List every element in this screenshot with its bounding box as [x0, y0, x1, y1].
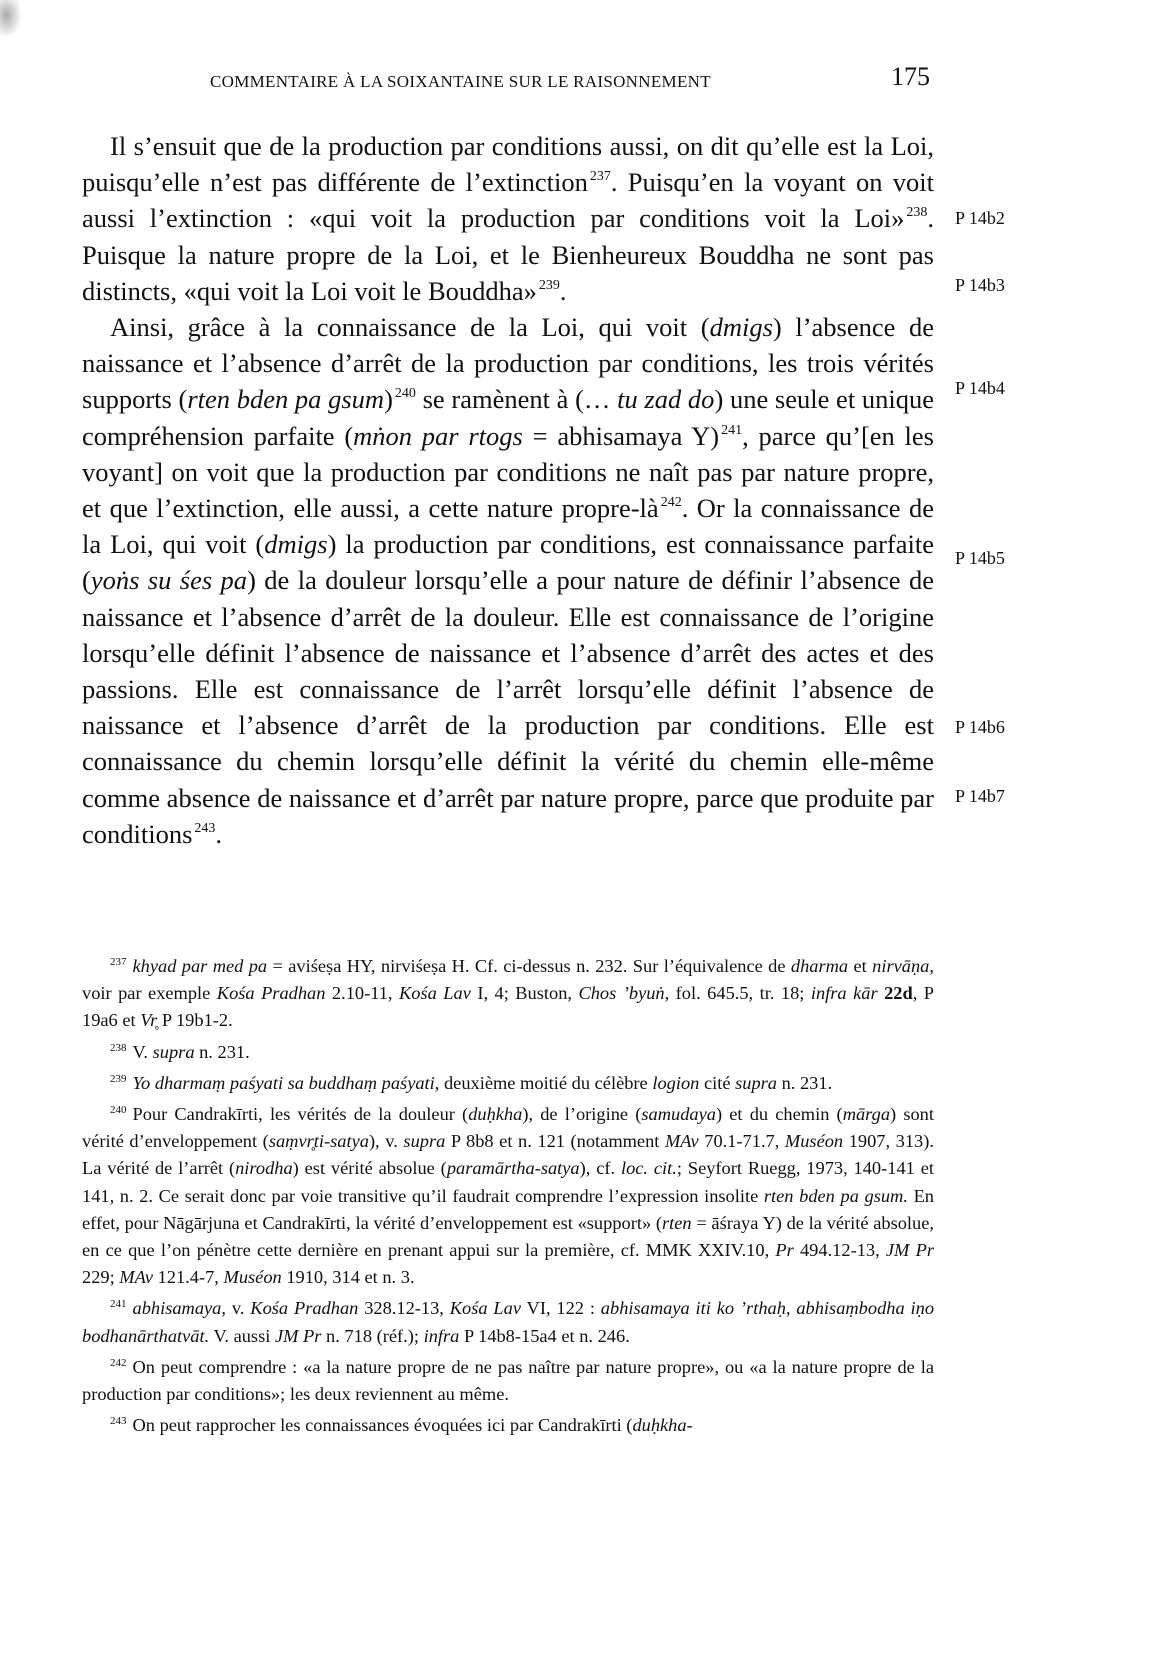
marginal-ref: P 14b2 [955, 208, 1005, 228]
footnote-ref-243[interactable]: 243 [194, 820, 216, 836]
footnote-ref-239[interactable]: 239 [538, 277, 560, 293]
marginal-ref: P 14b7 [955, 786, 1005, 806]
footnote-243: $^{243}$ On peut rapprocher les connaissances évoquées ici par Candrakīrti (duḥkha- [110, 1415, 693, 1436]
footnote-240: $^{240}$ Pour Candrakīrti, les vérités de la douleur (duḥkha), de l’origine (samudaya) et du chemin (mārga) sont vérité d’enveloppement (saṃvr̥ti-satya), v. supra P 8b8 et n. 121 (notamment MAv 70.1-71.7, Muséon 1907, 313). La vérité de l’arrêt (nirodha) est vérité absolue (paramārtha-satya), cf. loc. cit.; Seyfort Ruegg, 1973, 140-141 et 141, n. 2. Ce serait donc par voie transitive qu’il faudrait comprendre l’expression insolite rten bden pa gsum. En effet, pour Nāgārjuna et Candrakīrti, la vérité d’enveloppement est «support» (rten = āśraya Y) de la vérité absolue, en ce que l’on pénètre cette dernière en prenant appui sur la première, cf. MMK XXIV.10, Pr 494.12-13, JM Pr 229; MAv 121.4-7, Muséon 1910, 314 et n. 3. [82, 1104, 935, 1288]
paragraph-2: Ainsi, grâce à la connaissance de la Loi, qui voit (dmigs) l’absence de naissance et l’absence d’arrêt de la production par conditions, les trois vérités supports (rten bden pa gsum) $^{240}$ se ramènent à (… tu zad do) une seule et unique compréhension parfaite (mṅon par rtogs = abhisamaya Y) $^{241}$, parce qu’[en les voyant] on voit que la production par conditions ne naît pas par nature propre, et que l’extinction, elle aussi, a cette nature propre-là $^{242}$. Or la connaissance de la Loi, qui voit (dmigs) la production par conditions, est connaissance parfaite (yoṅs su śes pa) de la douleur lorsqu’elle a pour nature de définir l’absence de naissance et l’absence d’arrêt de la douleur. Elle est connaissance de l’origine lorsqu’elle définit l’absence de naissance et l’absence d’arrêt des actes et des passions. Elle est connaissance de l’arrêt lorsqu’elle définit l’absence de naissance et l’absence d’arrêt de la production par conditions. Elle est connaissance du chemin lorsqu’elle définit la vérité du chemin elle-même comme absence de naissance et d’arrêt par nature propre, parce que produite par conditions $^{243}$. [82, 312, 935, 849]
footnote-number: 240 [110, 1104, 127, 1117]
footnote-number: 243 [110, 1415, 127, 1428]
footnote-number: 241 [110, 1298, 127, 1311]
page-number: 175 [891, 62, 930, 91]
header-title: COMMENTAIRE À LA SOIXANTAINE SUR LE RAISONNEMENT [210, 72, 711, 91]
footnote-ref-241[interactable]: 241 [721, 422, 743, 438]
running-header [210, 62, 930, 98]
footnote-242: $^{242}$ On peut comprendre : «a la nature propre de ne pas naître par nature propre», ou «a la nature propre de la production par conditions»; les deux reviennent au même. [82, 1356, 934, 1405]
footnote-ref-237[interactable]: 237 [589, 169, 611, 185]
main-text [82, 128, 934, 852]
footnote-number: 239 [110, 1072, 127, 1085]
footnote-number: 242 [110, 1356, 127, 1369]
footnote-239: $^{239}$ Yo dharmaṃ paśyati sa buddhaṃ paśyati, deuxième moitié du célèbre logion cité supra n. 231. [110, 1072, 833, 1093]
footnote-number: 238 [110, 1041, 127, 1054]
scan-smudge [0, 0, 22, 38]
footnote-ref-240[interactable]: 240 [394, 386, 416, 402]
paragraph-1: Il s’ensuit que de la production par conditions aussi, on dit qu’elle est la Loi, puisqu’elle n’est pas différente de l’extinction $^{237}$. Puisqu’en la voyant on voit aussi l’extinction : «qui voit la production par conditions voit la Loi» $^{238}$. Puisque la nature propre de la Loi, et le Bienheureux Bouddha ne sont pas distincts, «qui voit la Loi voit le Bouddha» $^{239}$. [82, 131, 934, 306]
footnotes [82, 953, 934, 1443]
footnote-238: $^{238}$ V. supra n. 231. [110, 1041, 250, 1062]
footnote-ref-238[interactable]: 238 [906, 205, 928, 221]
marginal-ref: P 14b5 [955, 548, 1005, 568]
marginal-ref: P 14b4 [955, 378, 1005, 398]
marginal-ref: P 14b3 [955, 275, 1005, 295]
footnote-number: 237 [110, 956, 127, 968]
marginal-ref: P 14b6 [955, 717, 1005, 737]
footnote-241: $^{241}$ abhisamaya, v. Kośa Pradhan 328.12-13, Kośa Lav VI, 122 : abhisamaya iti ko ’rthaḥ, abhisaṃbodha iṇo bodhanārthatvāt. V. aussi JM Pr n. 718 (réf.); infra P 14b8-15a4 et n. 246. [82, 1298, 935, 1346]
footnote-ref-242[interactable]: 242 [660, 495, 682, 511]
footnote-237: $^{237}$ khyad par med pa = aviśeṣa HY, nirviśeṣa H. Cf. ci-dessus n. 232. Sur l’équivalence de dharma et nirvāṇa, voir par exemple Kośa Pradhan 2.10-11, Kośa Lav I, 4; Buston, Chos ’byuṅ, fol. 645.5, tr. 18; infra kār 22d, P 19a6 et Vr̥ P 19b1-2. [82, 956, 934, 1031]
